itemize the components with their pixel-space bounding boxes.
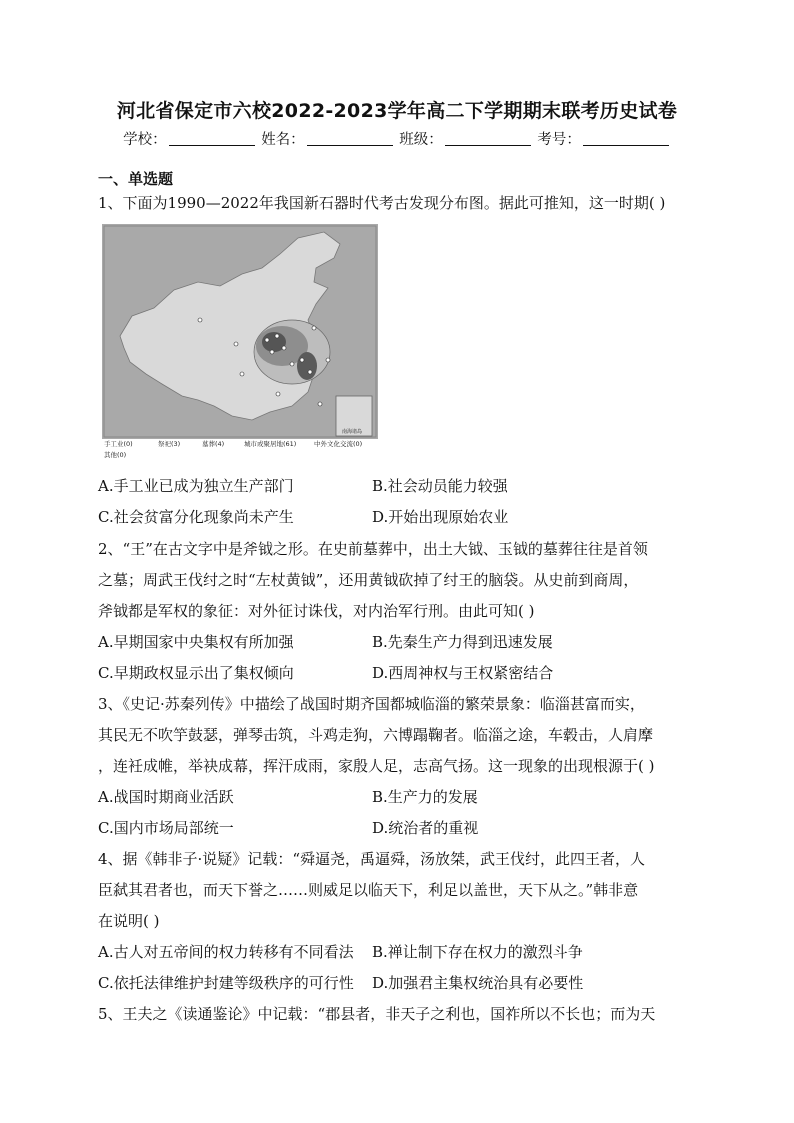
- exam-no-label: 考号：: [537, 132, 581, 148]
- q2-option-b[interactable]: B.先秦生产力得到迅速发展: [372, 633, 553, 651]
- question-4-line-1: 4、据《韩非子·说疑》记载：“舜逼尧，禹逼舜，汤放桀，武王伐纣，此四王者，人: [98, 850, 645, 868]
- name-label: 姓名：: [261, 132, 305, 148]
- q2-option-d[interactable]: D.西周神权与王权紧密结合: [372, 664, 554, 682]
- q3-option-c[interactable]: C.国内市场局部统一: [98, 819, 234, 837]
- q1-option-b[interactable]: B.社会动员能力较强: [372, 477, 508, 495]
- name-blank[interactable]: [307, 131, 393, 146]
- map-image: [102, 224, 378, 460]
- q1-option-c[interactable]: C.社会贫富分化现象尚未产生: [98, 508, 294, 526]
- legend-item-burial: 墓葬(4): [202, 440, 225, 448]
- legend-item-handicraft: 手工业(0): [104, 440, 133, 448]
- archaeology-distribution-map: [102, 224, 378, 460]
- q4-option-b[interactable]: B.禅让制下存在权力的激烈斗争: [372, 943, 583, 961]
- q4-option-c[interactable]: C.依托法律维护封建等级秩序的可行性: [98, 974, 354, 992]
- question-3-line-1: 3、《史记·苏秦列传》中描绘了战国时期齐国都城临淄的繁荣景象：临淄甚富而实，: [98, 695, 645, 713]
- q2-option-c[interactable]: C.早期政权显示出了集权倾向: [98, 664, 294, 682]
- question-5-line-1: 5、王夫之《读通鉴论》中记载：“郡县者，非天子之利也，国祚所以不长也；而为天: [98, 1005, 656, 1023]
- question-2-line-3: 斧钺都是军权的象征：对外征讨诛伐，对内治军行刑。由此可知( ): [98, 602, 535, 620]
- page-title: 河北省保定市六校2022-2023学年高二下学期期末联考历史试卷: [116, 100, 678, 122]
- class-blank[interactable]: [445, 131, 531, 146]
- question-3-line-2: 其民无不吹竽鼓瑟，弹琴击筑，斗鸡走狗，六博蹋鞠者。临淄之途，车毂击，人肩摩: [98, 726, 654, 744]
- question-1-stem: 1、下面为1990—2022年我国新石器时代考古发现分布图。据此可推知，这一时期( ): [98, 194, 666, 212]
- legend-item-exchange: 中外文化交流(0): [314, 440, 363, 448]
- legend-item-settlement: 城市或聚居地(61): [244, 440, 297, 448]
- q4-option-a[interactable]: A.古人对五帝间的权力转移有不同看法: [98, 943, 354, 961]
- q2-option-a[interactable]: A.早期国家中央集权有所加强: [98, 633, 294, 651]
- inset-label: 南海诸岛: [342, 429, 363, 435]
- legend-item-sacrifice: 祭祀(3): [158, 440, 181, 448]
- question-3-line-3: ，连衽成帷，举袂成幕，挥汗成雨，家殷人足，志高气扬。这一现象的出现根源于( ): [98, 757, 655, 775]
- question-2-line-1: 2、“王”在古文字中是斧钺之形。在史前墓葬中，出土大钺、玉钺的墓葬往往是首领: [98, 540, 648, 558]
- q1-option-a[interactable]: A.手工业已成为独立生产部门: [98, 477, 294, 495]
- question-4-line-2: 臣弑其君者也，而天下誉之……则威足以临天下，利足以盖世，天下从之。”韩非意: [98, 881, 639, 899]
- student-info-line: [0, 128, 794, 149]
- school-blank[interactable]: [169, 131, 255, 146]
- q3-option-d[interactable]: D.统治者的重视: [372, 819, 479, 837]
- section-heading: 一、单选题: [98, 170, 174, 188]
- question-2-line-2: 之墓；周武王伐纣之时“左杖黄钺”，还用黄钺砍掉了纣王的脑袋。从史前到商周，: [98, 571, 639, 589]
- legend-item-other: 其他(0): [104, 451, 127, 459]
- q3-option-a[interactable]: A.战国时期商业活跃: [98, 788, 234, 806]
- school-label: 学校：: [123, 132, 167, 148]
- q3-option-b[interactable]: B.生产力的发展: [372, 788, 478, 806]
- exam-no-blank[interactable]: [583, 131, 669, 146]
- q1-option-d[interactable]: D.开始出现原始农业: [372, 508, 509, 526]
- question-4-line-3: 在说明( ): [98, 912, 160, 930]
- q4-option-d[interactable]: D.加强君主集权统治具有必要性: [372, 974, 584, 992]
- class-label: 班级：: [399, 132, 443, 148]
